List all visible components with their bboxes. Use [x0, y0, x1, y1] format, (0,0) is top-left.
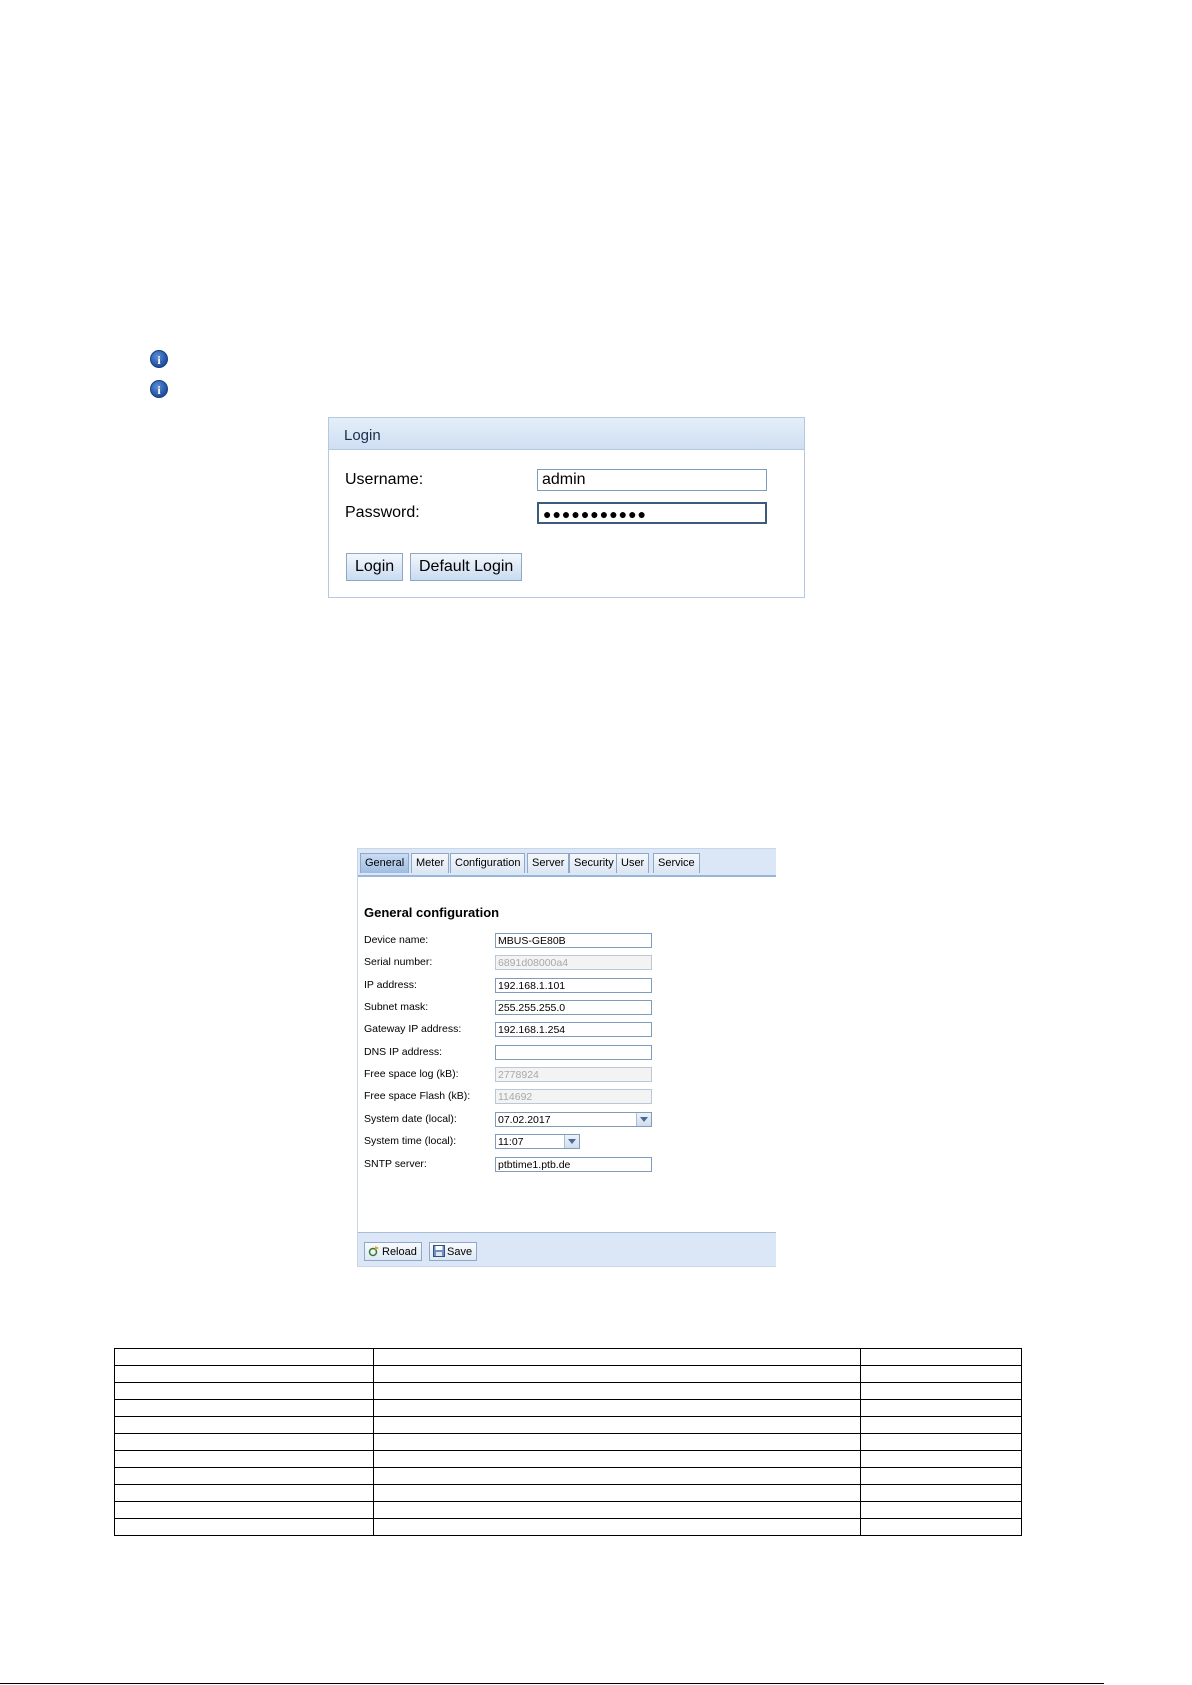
password-input[interactable]: ●●●●●●●●●●● [537, 502, 767, 524]
table-row [115, 1383, 1022, 1400]
table-row [115, 1468, 1022, 1485]
bottom-toolbar [358, 1232, 776, 1266]
tab-service[interactable]: Service [653, 853, 700, 873]
tab-configuration[interactable]: Configuration [450, 853, 525, 873]
field-label: Free space Flash (kB): [364, 1090, 471, 1102]
field-label: System time (local): [364, 1135, 457, 1147]
table-row [115, 1519, 1022, 1536]
field-label: System date (local): [364, 1113, 457, 1125]
username-label: Username: [345, 471, 424, 488]
reload-icon [368, 1245, 380, 1257]
dns-ip-input[interactable] [495, 1045, 652, 1060]
table-row [115, 1451, 1022, 1468]
system-time-value: 11:07 [498, 1136, 524, 1148]
username-input[interactable]: admin [537, 469, 767, 491]
login-panel [328, 417, 805, 598]
table-row [115, 1417, 1022, 1434]
reload-button[interactable] [364, 1242, 422, 1261]
tab-server[interactable]: Server [527, 853, 569, 873]
save-label: Save [447, 1246, 473, 1258]
free-space-log-field: 2778924 [495, 1067, 652, 1082]
field-label: Gateway IP address: [364, 1023, 462, 1035]
login-button[interactable]: Login [346, 553, 403, 581]
tab-general[interactable]: General [360, 853, 409, 873]
info-icon: i [150, 380, 168, 398]
free-space-flash-field: 114692 [495, 1089, 652, 1104]
field-label: Free space log (kB): [364, 1068, 459, 1080]
field-label: Subnet mask: [364, 1001, 429, 1013]
field-label: SNTP server: [364, 1158, 427, 1170]
field-label: IP address: [364, 979, 417, 991]
field-label: Serial number: [364, 956, 433, 968]
default-login-button[interactable]: Default Login [410, 553, 522, 581]
reload-label: Reload [382, 1246, 417, 1258]
table-row [115, 1400, 1022, 1417]
tab-bar [358, 849, 776, 877]
empty-table [114, 1348, 1022, 1536]
field-label: DNS IP address: [364, 1046, 443, 1058]
system-date-value: 07.02.2017 [498, 1114, 551, 1126]
info-icon: i [150, 350, 168, 368]
ip-address-input[interactable]: 192.168.1.101 [495, 978, 652, 993]
configuration-panel [357, 848, 776, 1267]
sntp-server-input[interactable]: ptbtime1.ptb.de [495, 1157, 652, 1172]
tab-security[interactable]: Security [569, 853, 619, 873]
table-row [115, 1502, 1022, 1519]
subnet-mask-input[interactable]: 255.255.255.0 [495, 1000, 652, 1015]
system-time-combo[interactable] [495, 1134, 580, 1149]
gateway-ip-input[interactable]: 192.168.1.254 [495, 1022, 652, 1037]
login-title: Login [329, 418, 804, 450]
system-date-combo[interactable] [495, 1112, 652, 1127]
page-divider [0, 1683, 1104, 1684]
table-row [115, 1366, 1022, 1383]
password-label: Password: [345, 504, 420, 521]
save-button[interactable] [429, 1242, 477, 1261]
device-name-input[interactable]: MBUS-GE80B [495, 933, 652, 948]
table-row [115, 1434, 1022, 1451]
serial-number-field: 6891d08000a4 [495, 955, 652, 970]
tab-meter[interactable]: Meter [411, 853, 449, 873]
chevron-down-icon[interactable] [636, 1113, 651, 1126]
field-label: Device name: [364, 934, 429, 946]
table-row [115, 1349, 1022, 1366]
chevron-down-icon[interactable] [564, 1135, 579, 1148]
tab-user[interactable]: User [616, 853, 649, 873]
save-icon [433, 1245, 445, 1257]
section-title: General configuration [364, 905, 500, 920]
table-row [115, 1485, 1022, 1502]
